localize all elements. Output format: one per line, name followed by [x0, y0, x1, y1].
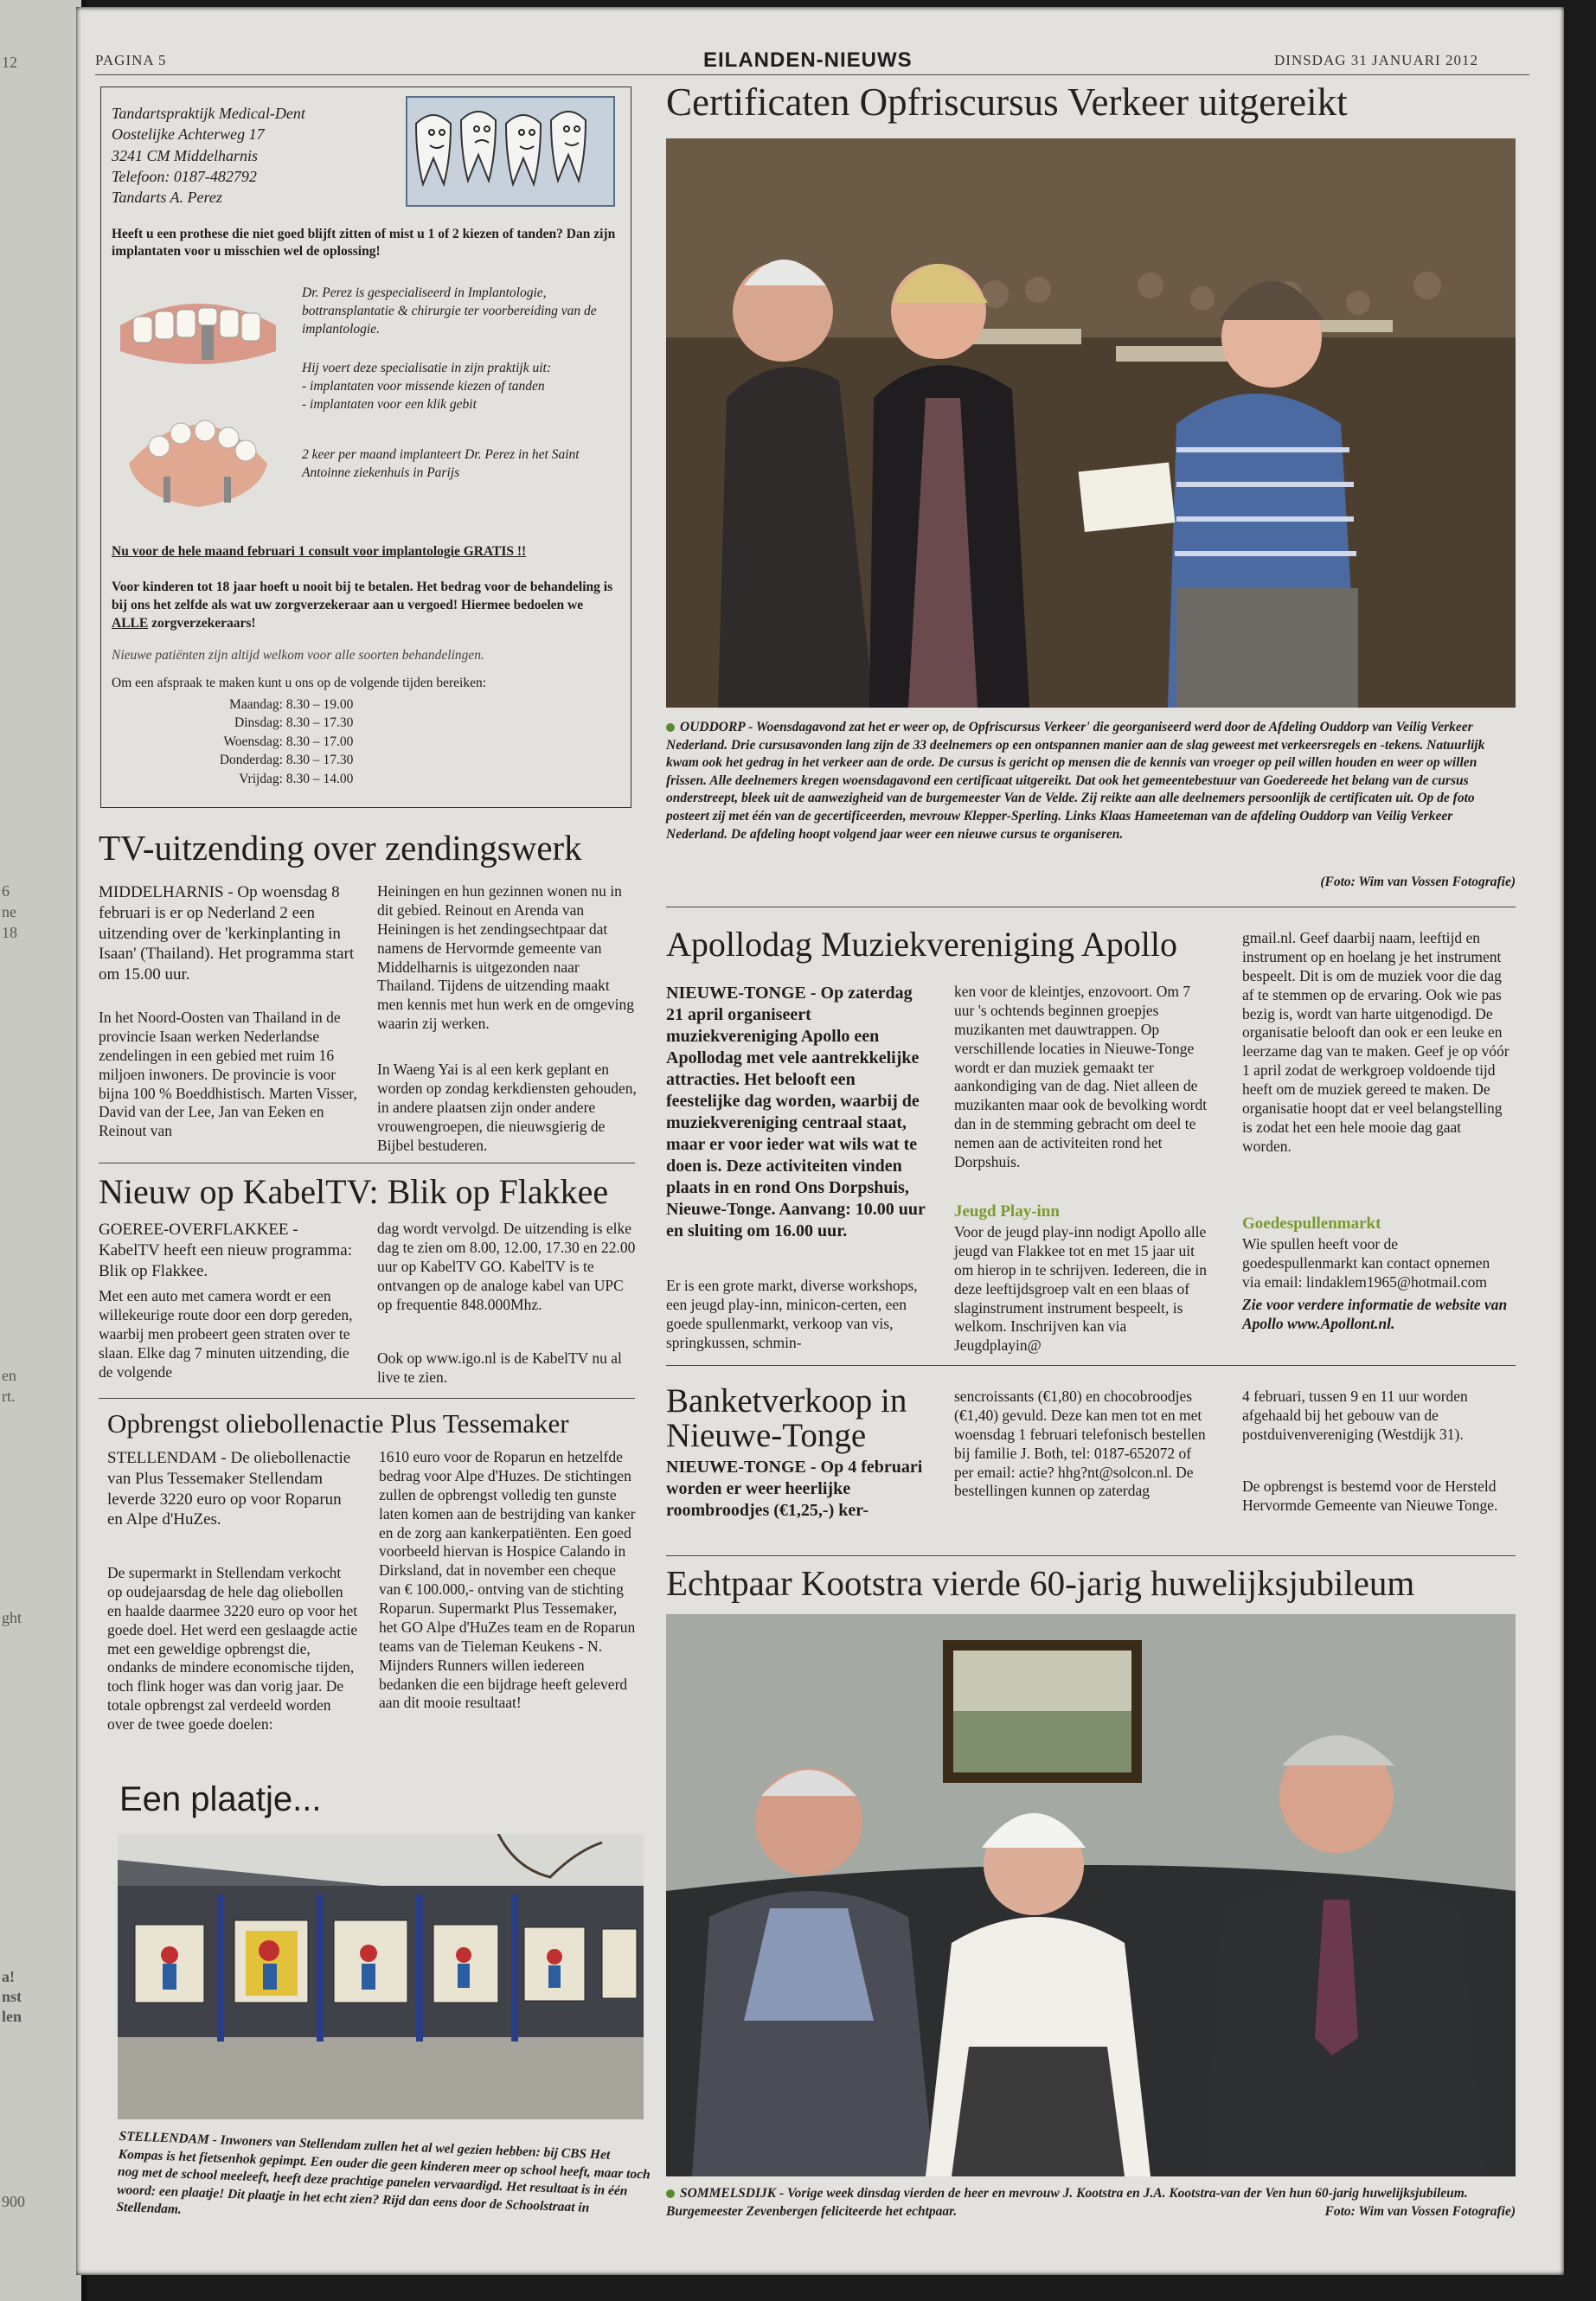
olie-body-1: De supermarkt in Stellendam verkocht op oudejaarsdag de hele dag oliebollen en haalde daarmee 3220 euro op voor het goede doel. Het werd een geslaagde actie met een geweldige opbrengst die, ondanks de mindere economische tijden, toch flink hoger was dan vorig jaar. De totale opbrengst zal verdeeld worden over de twee goede doelen: [107, 1564, 358, 1733]
banket-body-1-text: sencroissants (€1,80) en chocobroodjes (€1,40) gevuld. Deze kan men tot en met woensdag 1 februari telefonisch bestellen bij familie J. Both, tel: 0187-652072 of per email: actie? hhg?nt@solcon.nl. De bestellingen kunnen op zaterdag [954, 1388, 1206, 1500]
ad-hours-row [101, 695, 620, 714]
ad-service-item: - implantaten voor missende kiezen of tanden [302, 378, 545, 394]
plaatje-caption: STELLENDAM - Inwoners van Stellendam zullen het al wel gezien hebben: bij CBS Het Kompas is het fietsenhok gepimpt. Een ouder die geen kinderen meer op school heeft, maar toch nog met de school meeleeft, heeft deze prachtige panelen vervaardigd. Het resultaat is in één woord: een plaatje! Dit plaatje in het echt zien? Rijd dan eens door de Schoolstraat in Stellendam. [116, 2128, 651, 2218]
tv-headline: TV-uitzending over zendingswerk [99, 828, 582, 868]
olie-body-2: 1610 euro voor de Roparun en hetzelfde bedrag voor Alpe d'Huzes. De stichtingen zullen de opbrengst volledig ten gunste laten komen aan de bestrijding van kanker en de zorg aan kankerpatiënten. Een goed voorbeeld hiervan is Hospice Calando in Dirksland, dat in november een cheque van € 100.000,- ontving van de stichting Roparun. Supermarkt Plus Tessemaker, het GO Alpe d'HuZes team en de Roparun teams van de Tieleman Keukens - N. Mijnders Runners willen iedereen bedanken die een bijdrage heeft geleverd aan dit mooie resultaat! [379, 1448, 636, 1712]
section-rule [666, 1365, 1516, 1366]
tv-body-1: In het Noord-Oosten van Thailand in de provincie Isaan werken Nederlandse zendelingen in een gebied met ruim 16 miljoen inwoners. De provincie is voor bijna 100 % Boeddhistisch. Marten Visser, David van der Lee, Jan van Eeken en Reinout van [99, 1009, 357, 1140]
banket-body-2: 4 februari, tussen 9 en 11 uur worden afgehaald bij het gebouw van de postduivenvereniging (Westdijk 31). [1242, 1388, 1468, 1443]
edge-fragment: nst [2, 1988, 22, 2005]
ad-services [302, 360, 622, 414]
edge-fragment: 6 [2, 882, 10, 900]
implant-illustration-2 [112, 394, 285, 516]
ad-welcome: Nieuwe patiënten zijn altijd welkom voor alle soorten behandelingen. [112, 648, 484, 663]
tv-body-3: In Waeng Yai is al een kerk geplant en worden op zondag kerkdiensten gehouden, in andere plaatsen zijn onder andere vrouwengroepen, die nieuwsgierig de Bijbel bestuderen. [377, 1061, 637, 1154]
edge-fragment: 18 [2, 924, 17, 941]
ad-offer: Nu voor de hele maand februari 1 consult voor implantologie GRATIS !! [112, 544, 527, 559]
apollo-body-3: Voor de jeugd play-inn nodigt Apollo alle jeugd van Flakkee tot en met 15 jaar uit om hierop in te schrijven. Iedereen, die in deze leeftijdsgroep valt en een blaas of slaginstrument instrument bespeelt, is welkom. Inschrijven kan via Jeugdplayin@ [954, 1223, 1208, 1355]
kabel-body-2: dag wordt vervolgd. De uitzending is elke dag te zien om 8.00, 12.00, 17.30 en 22.00 uur op KabelTV GO. KabelTV is te ontvangen op de analoge kabel van UPC op frequentie 848.000Mhz. [377, 1220, 636, 1313]
newspaper-page [76, 7, 1564, 2275]
ad-kids-text: Voor kinderen tot 18 jaar hoeft u nooit bij te betalen. Het bedrag voor de behandeling is bij ons het zelfde als wat uw zorgverzekeraar aan u vergoed! Hiermee bedoelen we [112, 580, 613, 612]
apollo-footer: Zie voor verdere informatie de website van Apollo www.Apollont.nl. [1242, 1296, 1508, 1332]
cert-photo-image [666, 138, 1516, 708]
ad-kids-all: ALLE [112, 615, 149, 631]
kabel-lead: GOEREE-OVERFLAKKEE - KabelTV heeft een nieuw programma: Blik op Flakkee. [99, 1221, 352, 1280]
edge-fragment: 900 [2, 2193, 25, 2210]
denture-icon [112, 394, 285, 516]
kabel-body-1: Met een auto met camera wordt er een willekeurige route door een dorp gereden, waarbij men probeert geen straten over te slaan. Elke dag 7 minuten uitzending, die de volgende [99, 1287, 353, 1381]
plaatje-headline: Een plaatje... [119, 1780, 322, 1818]
ad-hours-row [101, 733, 620, 751]
olie-headline: Opbrengst oliebollenactie Plus Tessemaker [107, 1408, 569, 1439]
ad-kids-end: zorgverzekeraars! [151, 615, 256, 631]
cert-credit: (Foto: Wim van Vossen Fotografie) [1320, 875, 1516, 889]
banket-headline-2: Nieuwe-Tonge [666, 1417, 867, 1454]
cert-photo [666, 138, 1516, 708]
scan-margin [0, 0, 87, 2301]
kootstra-credit: Foto: Wim van Vossen Fotografie) [1324, 2204, 1516, 2219]
banket-lead: NIEUWE-TONGE - Op 4 februari worden er weer heerlijke roombroodjes (€1,25,-) ker- [666, 1458, 923, 1520]
ad-services-intro: Hij voert deze specialisatie in zijn praktijk uit: [302, 361, 551, 375]
kootstra-photo [666, 1614, 1516, 2176]
issue-date: DINSDAG 31 JANUARI 2012 [1274, 52, 1478, 68]
apollo-lead: NIEUWE-TONGE - Op zaterdag 21 april organiseert muziekvereniging Apollo een Apollodag met vele aantrekkelijke attracties. Het belooft een feestelijke dag worden, waarbij de muziekvereniging centraal staat, maar er voor ieder wat wils wat te doen is. Deze activiteiten vinden plaats in en rond Ons Dorpshuis, Nieuwe-Tonge. Aanvang: 10.00 uur en sluiting om 16.00 uur. [666, 984, 926, 1240]
ad-intro: Heeft u een prothese die niet goed blijft zitten of mist u 1 of 2 kiezen of tanden? Dan zijn implantaten voor u misschien wel de oplossing! [112, 227, 616, 260]
implant-illustration-1 [112, 282, 285, 386]
ad-hours-day: Woensdag: [223, 734, 283, 749]
edge-fragment: en [2, 1367, 16, 1384]
edge-fragment: a! [2, 1968, 15, 1985]
edge-fragment: ght [2, 1609, 22, 1626]
ad-hours-time: 8.30 – 17.00 [285, 734, 354, 749]
ad-hours-day: Dinsdag: [234, 715, 283, 731]
ad-dentist: Tandarts A. Perez [112, 189, 222, 207]
ad-specialisation: Dr. Perez is gespecialiseerd in Implantologie, bottransplantatie & chirurgie ter voorbereiding van de implantologie. [302, 285, 597, 336]
bike-shed-photo [118, 1834, 644, 2119]
implant-icon [112, 282, 285, 386]
tv-lead: MIDDELHARNIS - Op woensdag 8 februari is er op Nederland 2 een uitzending over de 'kerkinplanting in Isaan' (Thailand). Het programma start om 15.00 uur. [99, 883, 355, 984]
section-rule [99, 1398, 635, 1399]
ad-practice-name: Tandartspraktijk Medical-Dent [112, 105, 305, 122]
apollo-body-5: Wie spullen heeft voor de goedespullenmarkt kan contact opnemen via email: lindaklem1965@hotmail.com [1242, 1235, 1490, 1291]
kootstra-caption-text: SOMMELSDIJK - Vorige week dinsdag vierden de heer en mevrouw J. Kootstra en J.A. Kootstra-van der Ven hun 60-jarig huwelijksjubileum. Burgemeester Zevenbergen feliciteerde het echtpaar. [666, 2186, 1468, 2219]
bike-shed-image [118, 1834, 644, 2119]
teeth-cartoon-icon [407, 98, 610, 202]
ad-postcode: 3241 CM Middelharnis [112, 146, 258, 164]
page-number: PAGINA 5 [95, 52, 167, 68]
ad-hours-time: 8.30 – 17.30 [285, 753, 354, 768]
ad-service-item: - implantaten voor een klik gebit [302, 396, 477, 412]
ad-hours-day: Vrijdag: [239, 771, 283, 786]
ad-hours-row [101, 751, 620, 769]
kootstra-headline: Echtpaar Kootstra vierde 60-jarig huwelijksjubileum [666, 1563, 1415, 1603]
apollo-body-1: Er is een grote markt, diverse workshops, een jeugd play-inn, minicon-certen, een goede spullenmarkt, verkoop van vis, springkussen, schmin- [666, 1277, 918, 1351]
ad-hours-intro: Om een afspraak te maken kunt u ons op de volgende tijden bereiken: [112, 676, 487, 690]
edge-fragment: len [2, 2008, 22, 2025]
ad-address: Oostelijke Achterweg 17 [112, 125, 265, 144]
ad-hours-time: 8.30 – 17.30 [285, 715, 354, 731]
ad-hours-time: 8.30 – 19.00 [285, 697, 354, 712]
banket-headline-1: Banketverkoop in [666, 1382, 907, 1420]
ad-hours-time: 8.30 – 14.00 [285, 771, 354, 786]
masthead: EILANDEN-NIEUWS [703, 48, 913, 72]
cert-caption-text: OUDDORP - Woensdagavond zat het er weer op, de Opfriscursus Verkeer' die georganiseerd werd door de Afdeling Ouddorp van Veilig Verkeer Nederland. Drie cursusavonden lang zijn de 33 deelnemers op een ontspannen manier aan de slag geweest met verkeersregels en -tekens. Natuurlijk kwam ook het gedrag in het verkeer aan de orde. De cursus is gericht op mensen die de kennis van vroeger op peil willen houden en weer op willen frissen. Alle deelnemers kregen woensdagavond een certificaat uitgereikt. Dat ook het gemeentebestuur van Goedereede het belang van de cursus onderstreept, bleek uit de aanwezigheid van de burgemeester Van de Velde. Zij reikte aan alle deelnemers persoonlijk de certificaten uit. Op de foto posteert zij met één van de gecertificeerden, mevrouw Klepper-Sperling. Links Klaas Hameeteman van de afdeling Ouddorp van Veilig Verkeer Nederland. De afdeling hoopt volgend jaar weer een nieuwe cursus te organiseren. [666, 720, 1485, 842]
ad-paris: 2 keer per maand implanteert Dr. Perez in het Saint Antoinne ziekenhuis in Parijs [302, 447, 580, 480]
caption-bullet-icon [666, 723, 675, 732]
apollo-sub-market: Goedespullenmarkt [1242, 1215, 1381, 1233]
banket-body-1 [954, 1388, 1214, 1501]
edge-fragment: 12 [2, 54, 17, 71]
caption-bullet-icon [666, 2189, 675, 2198]
cert-headline: Certificaten Opfriscursus Verkeer uitgereikt [666, 80, 1348, 124]
ad-phone: Telefoon: 0187-482792 [112, 167, 257, 185]
apollo-sub-playinn: Jeugd Play-inn [954, 1202, 1060, 1221]
dental-ad [100, 87, 631, 808]
edge-fragment: ne [2, 903, 16, 920]
kabel-body-3: Ook op www.igo.nl is de KabelTV nu al live te zien. [377, 1349, 622, 1386]
olie-lead: STELLENDAM - De oliebollenactie van Plus Tessemaker Stellendam leverde 3220 euro op voor Roparun en Alpe d'HuZes. [107, 1449, 351, 1529]
kabel-headline: Nieuw op KabelTV: Blik op Flakkee [99, 1172, 609, 1211]
ad-hours-row [101, 770, 620, 788]
ad-hours-day: Maandag: [229, 697, 283, 712]
header-rule [95, 74, 1529, 75]
banket-body-3: De opbrengst is bestemd voor de Hersteld Hervormde Gemeente van Nieuwe Tonge. [1242, 1477, 1498, 1514]
apollo-body-4: gmail.nl. Geef daarbij naam, leeftijd en instrument op en hoelang je het instrument bespeelt. Dit is om de muziek voor die dag af te stemmen op de ervaring. Ook wie pas bezig is, wordt van harte uitgenodigd. De organisatie belooft dan ook er een leuke en leerzame dag van te maken. Geef je op vóór 1 april zodat de werkgroep voldoende tijd heeft om de muziek gereed te maken. De organisatie hoopt dat er veel belangstelling is zodat het een hele mooie dag gaat worden. [1242, 929, 1509, 1155]
tv-body-2: Heiningen en hun gezinnen wonen nu in dit gebied. Reinout en Arenda van Heiningen is het zendingsechtpaar dat namens de Hervormde gemeente van Middelharnis is uitgezonden naar Thailand. Tijdens de uitzending maakt men kennis met hun werk en de omgeving waarin zij werken. [377, 882, 634, 1033]
edge-fragment: rt. [2, 1388, 16, 1405]
apollo-body-2: ken voor de kleintjes, enzovoort. Om 7 uur 's ochtends beginnen groepjes muzikanten met dauwtrappen. Op verschillende locaties in Nieuwe-Tonge wordt er dan muziek gemaakt ter aankondiging van de dag. Niet alleen de muzikanten maar ook de bevolking wordt dan in de stemming gebracht om deel te nemen aan de activiteiten rond het Dorpshuis. [954, 983, 1208, 1170]
teeth-cartoon [406, 96, 615, 207]
ad-hours-day: Donderdag: [219, 753, 283, 768]
kootstra-photo-image [666, 1614, 1516, 2176]
ad-hours-row [101, 714, 620, 732]
cert-caption [666, 719, 1516, 843]
ad-hours [101, 695, 620, 788]
ad-kids [112, 579, 622, 633]
apollo-headline: Apollodag Muziekvereniging Apollo [666, 925, 1178, 964]
section-rule [666, 1555, 1516, 1556]
